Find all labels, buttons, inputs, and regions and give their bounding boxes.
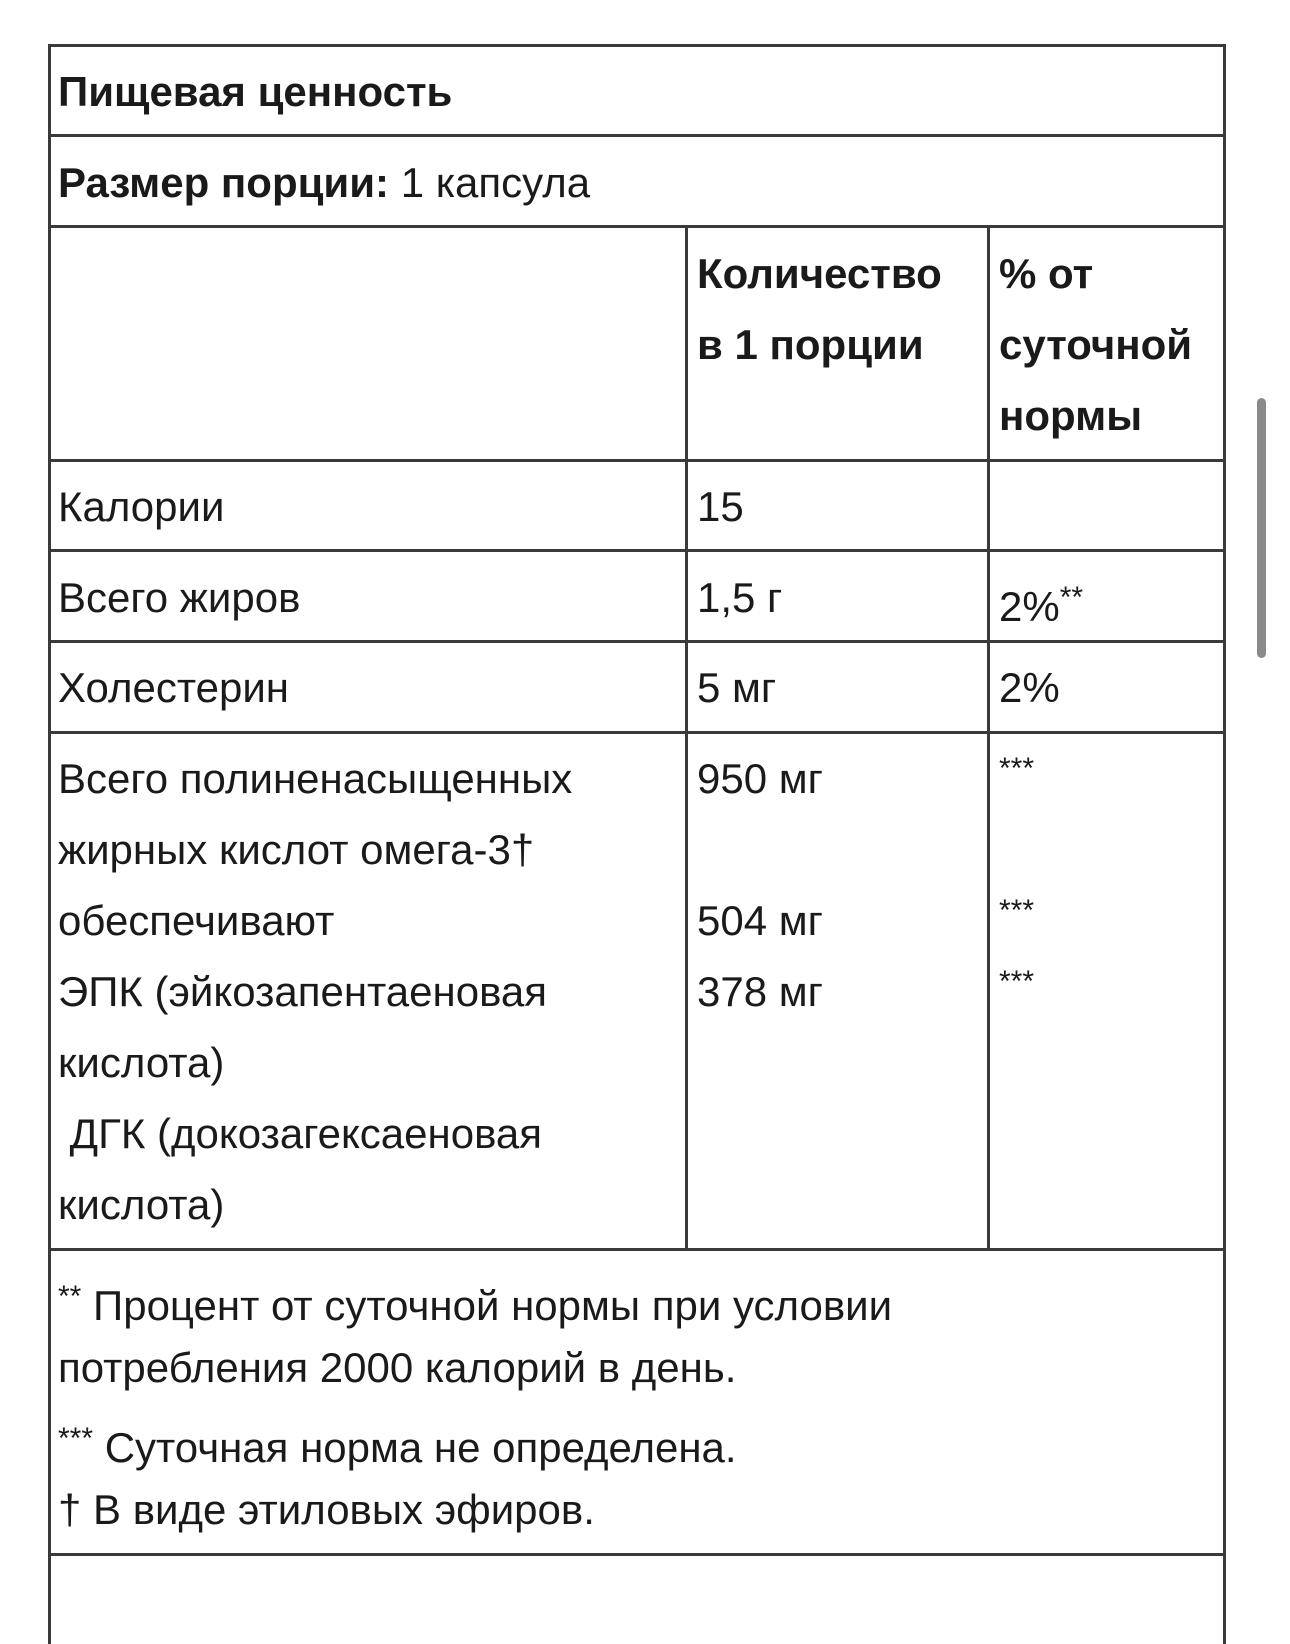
dv-header-line2: суточной	[999, 321, 1193, 368]
row-cholesterol-dv: 2%	[999, 664, 1060, 711]
row-divider	[48, 459, 1226, 462]
omega-amount-total: 950 мг	[697, 755, 823, 802]
serving-value: 1 капсула	[400, 159, 591, 206]
row-fat-amount: 1,5 г	[697, 574, 783, 621]
omega-amount-dha: 378 мг	[697, 968, 823, 1015]
footnote-2	[58, 1403, 737, 1483]
row-divider	[48, 1248, 1226, 1251]
omega-name-line: Всего полиненасыщенных	[58, 755, 573, 802]
footnote-2-text: Суточная норма не определена.	[93, 1424, 737, 1471]
omega-name-line: обеспечивают	[58, 897, 335, 944]
row-divider	[48, 225, 1226, 228]
footnote-3: † В виде этиловых эфиров.	[58, 1486, 595, 1533]
column-divider	[987, 225, 990, 1251]
omega-name-line: ЭПК (эйкозапентаеновая	[58, 968, 548, 1015]
omega-dv-mark: ***	[999, 965, 1035, 998]
dv-header-line1: % от	[999, 250, 1094, 297]
omega-dv-mark: ***	[999, 894, 1035, 927]
footnote-1-text: Процент от суточной нормы при условии	[81, 1282, 893, 1329]
row-fat-dv	[999, 562, 1083, 642]
row-cholesterol-amount: 5 мг	[697, 664, 777, 711]
omega-amount-epa: 504 мг	[697, 897, 823, 944]
footnote-1-line1	[58, 1261, 892, 1341]
dv-header-line3: нормы	[999, 392, 1143, 439]
row-divider	[48, 1553, 1226, 1556]
amount-header-line2: в 1 порции	[697, 321, 924, 368]
row-divider	[48, 549, 1226, 552]
row-divider	[48, 134, 1226, 137]
omega-name-line: кислота)	[58, 1181, 225, 1228]
row-divider	[48, 731, 1226, 734]
row-calories-amount: 15	[697, 483, 744, 530]
row-fat-dv-mark: **	[1059, 581, 1084, 614]
omega-name-line: жирных кислот омега-3†	[58, 826, 535, 873]
omega-dv-mark: ***	[999, 752, 1035, 785]
omega-name-line: кислота)	[58, 1039, 225, 1086]
table-title: Пищевая ценность	[58, 68, 453, 115]
footnote-2-mark: ***	[58, 1422, 94, 1455]
omega-name-line: ДГК (докозагексаеновая	[58, 1110, 543, 1157]
vertical-scrollbar[interactable]	[1257, 398, 1266, 658]
row-fat-dv-value: 2%	[999, 583, 1060, 630]
footnote-1-line2: потребления 2000 калорий в день.	[58, 1344, 737, 1391]
serving-label: Размер порции:	[58, 159, 390, 206]
column-divider	[685, 225, 688, 1251]
row-cholesterol-name: Холестерин	[58, 664, 289, 711]
serving-size	[58, 147, 590, 218]
row-fat-name: Всего жиров	[58, 574, 301, 621]
row-calories-name: Калории	[58, 483, 225, 530]
footnote-1-mark: **	[58, 1280, 82, 1313]
amount-header-line1: Количество	[697, 250, 942, 297]
